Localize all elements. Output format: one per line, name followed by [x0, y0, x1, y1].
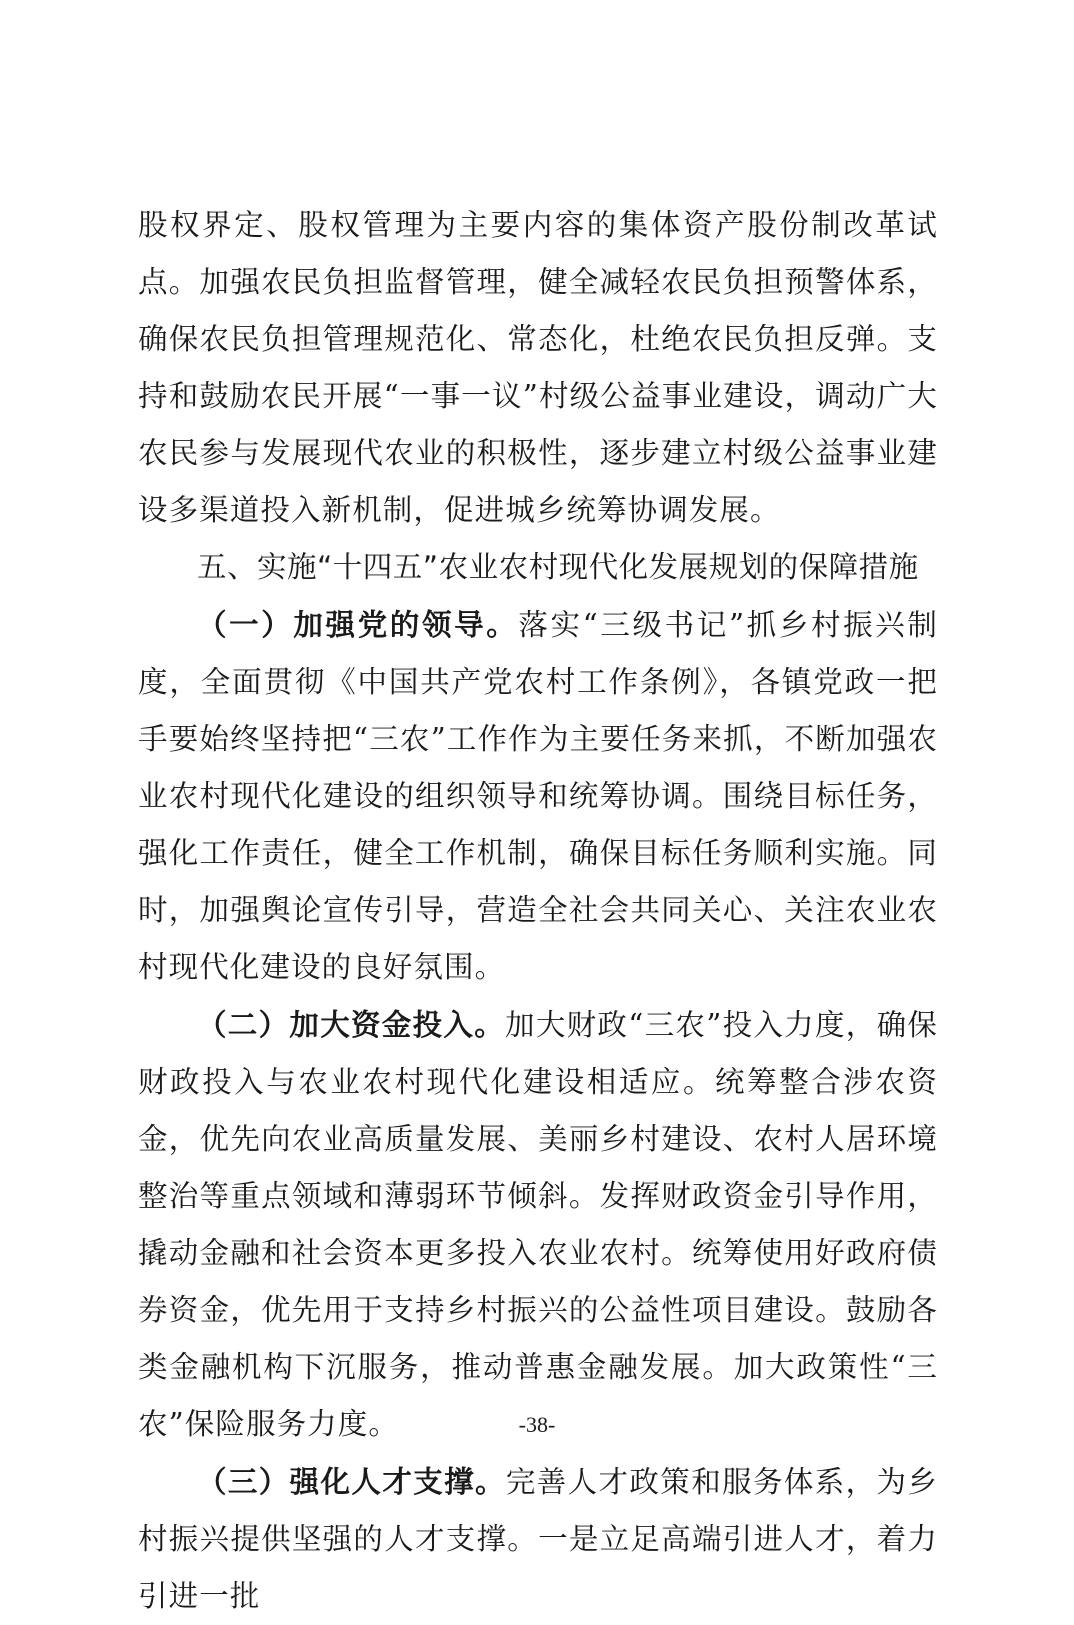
item-3-lead: （三）强化人才支撑。 — [197, 1464, 506, 1499]
page-number: -38- — [518, 1412, 556, 1437]
item-3-text: 完善人才政策和服务体系，为乡村振兴提供坚强的人才支撑。一是立足高端引进人才，着力引进一批 — [138, 1465, 938, 1613]
paragraph-item-3 — [138, 1453, 938, 1625]
continuation-paragraph: 股权界定、股权管理为主要内容的集体资产股份制改革试点。加强农民负担监督管理，健全减轻农民负担预警体系，确保农民负担管理规范化、常态化，杜绝农民负担反弹。支持和鼓励农民开展“一事一议”村级公益事业建设，调动广大农民参与发展现代农业的积极性，逐步建立村级公益事业建设多渠道投入新机制，促进城乡统筹协调发展。 — [138, 208, 938, 527]
paragraph-item-2 — [138, 996, 938, 1453]
section-heading: 五、实施“十四五”农业农村现代化发展规划的保障措施 — [197, 550, 919, 584]
paragraph-item-1 — [138, 596, 938, 996]
item-2-text: 加大财政“三农”投入力度，确保财政投入与农业农村现代化建设相适应。统筹整合涉农资金，优先向农业高质量发展、美丽乡村建设、农村人居环境整治等重点领域和薄弱环节倾斜。发挥财政资金引导作用，撬动金融和社会资本更多投入农业农村。统筹使用好政府债券资金，优先用于支持乡村振兴的公益性项目建设。鼓励各类金融机构下沉服务，推动普惠金融发展。加大政策性“三农”保险服务力度。 — [138, 1008, 938, 1441]
item-1-text: 落实“三级书记”抓乡村振兴制度，全面贯彻《中国共产党农村工作条例》，各镇党政一把手要始终坚持把“三农”工作作为主要任务来抓，不断加强农业农村现代化建设的组织领导和统筹协调。围绕目标任务，强化工作责任，健全工作机制，确保目标任务顺利实施。同时，加强舆论宣传引导，营造全社会共同关心、关注农业农村现代化建设的良好氛围。 — [138, 608, 938, 984]
item-1-lead: （一）加强党的领导。 — [197, 607, 519, 642]
document-body — [138, 197, 938, 1625]
item-2-lead: （二）加大资金投入。 — [197, 1007, 506, 1042]
